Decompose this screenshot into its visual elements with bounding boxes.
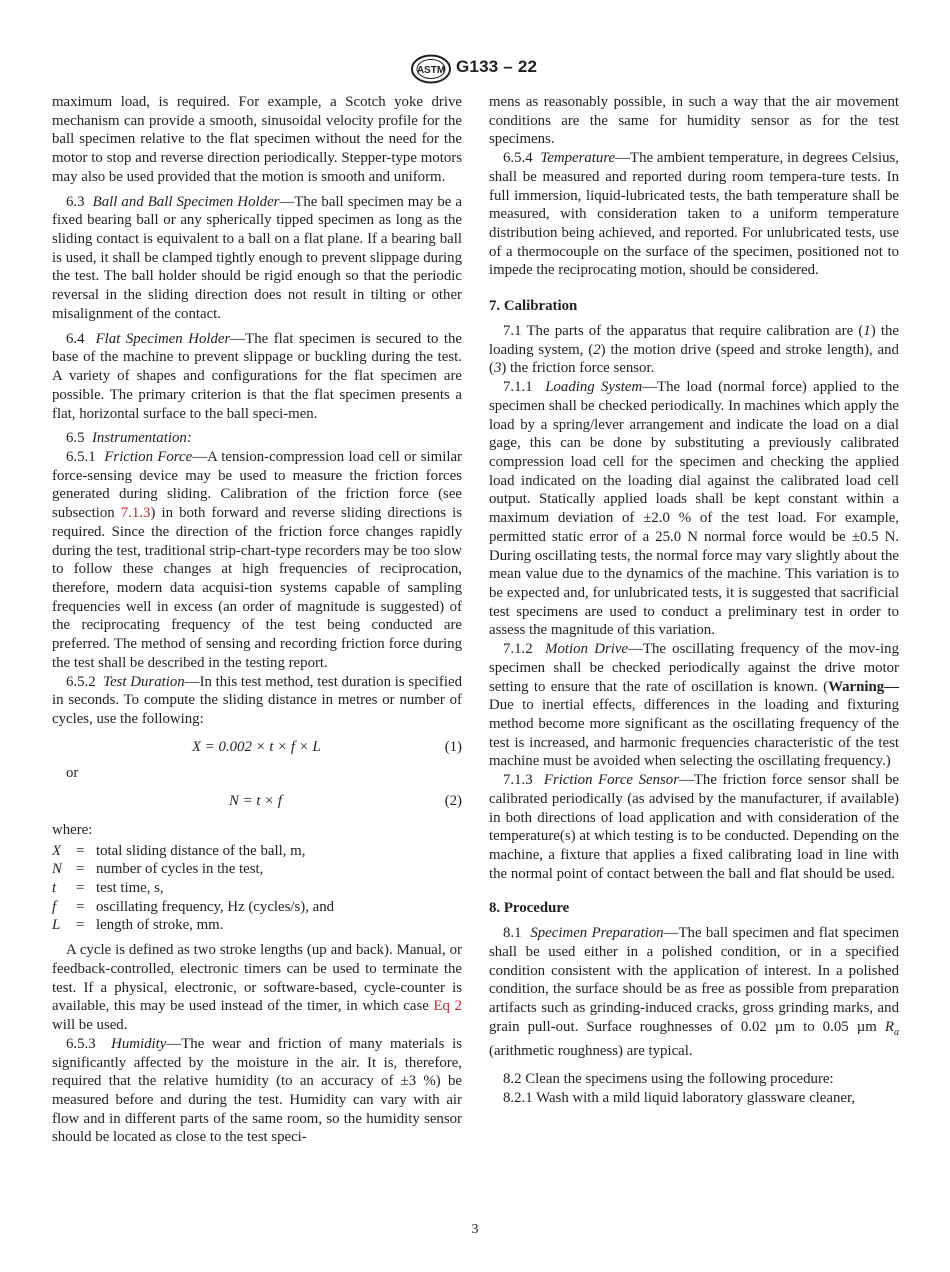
page-number: 3 xyxy=(471,1222,479,1237)
section-8-1: 8.1 Specimen Preparation—The ball specimen and flat specimen shall be used either in a polished condition, or in a specified condition consistent with the application of interest. In a polished condition, the surface should be as free as possible from preparation artifacts such as grinding-induced cracks, gross grinding marks, and grain pull-out. Surface roughnesses of 0.02 µm to 0.05 µm $R_a$ (arithmetic roughness) are typical. xyxy=(489,925,900,1060)
definition-row: t = test time, s, xyxy=(52,880,164,897)
section-6-3: 6.3 Ball and Ball Specimen Holder—The ball specimen may be a fixed bearing ball or any spherically tipped specimen as long as the sliding contact is equivalent to a ball on a flat plane. If a bearing ball is used, it shall be clamped tightly enough to prevent slippage during the test. The ball holder should be rigid enough so that the periodic reversal in the sliding direction does not result in tilting or other misalignment of the contact. xyxy=(52,193,463,322)
section-6-5-1: 6.5.1 Friction Force—A tension-compression load cell or similar force-sensing device may be used to measure the friction forces generated during sliding. Calibration of the friction force (see subsection 7.1.3) in both forward and reverse sliding directions is required. Since the direction of the friction force changes rapidly during the test, traditional strip-chart-type recorders may be too slow to follow these changes at high frequencies of reciprocation, therefore, modern data acquisi-tion systems capable of sampling frequencies well in excess (an order of magnitude is suggested) of the reciprocating frequency of the test being conducted are preferred. The method of sensing and recording friction force during the test shall be described in the testing report. xyxy=(52,448,462,671)
section-6-5: 6.5 Instrumentation: xyxy=(66,430,192,447)
section-7-1-2: 7.1.2 Motion Drive—The oscillating frequency of the mov-ing specimen shall be checked periodically against the drive motor setting to ensure that the rate of oscillation is known. (Warning—Due to inertial effects, differences in the loading and fixturing method become more significant as the oscillating frequency of the test is increased, and harmonic frequencies characteristic of the test machine must be avoided when selecting the oscillating frequency.) xyxy=(489,641,900,770)
section-6-4: 6.4 Flat Specimen Holder—The flat specimen is secured to the base of the machine to prevent slippage or buckling during the test. A variety of shapes and configurations for the flat specimen are possible. The primary criterion is that the flat specimen presents a flat, horizontal surface to the ball speci-men. xyxy=(52,330,463,422)
heading-procedure: 8. Procedure xyxy=(489,900,570,917)
left-column xyxy=(52,93,462,1147)
where-label: where: xyxy=(52,821,93,838)
section-6-5-2: 6.5.2 Test Duration—In this test method, test duration is specified in seconds. To compute the sliding distance in metres or number of cycles, use the following: xyxy=(52,673,462,727)
paragraph-continuation: mens as reasonably possible, in such a way that the air movement conditions are the same for humidity sensor as for the test specimens. xyxy=(489,94,899,148)
page-header xyxy=(0,54,950,84)
section-7-1: 7.1 The parts of the apparatus that require calibration are (1) the loading system, (2) the motion drive (speed and stroke length), and (3) the friction force sensor. xyxy=(489,322,899,377)
section-6-5-3: 6.5.3 Humidity—The wear and friction of many materials is significantly affected by the moisture in the air. It is, therefore, required that the relative humidity (to an accuracy of ±3 %) be measured before and during the test. Humidity can vary with air flow and in different parts of the same room, so the humidity sensor should be located as close to the test speci- xyxy=(52,1035,462,1146)
section-8-2-1: 8.2.1 Wash with a mild liquid laboratory glassware cleaner, xyxy=(503,1089,856,1106)
document-id: G133 – 22 xyxy=(456,57,538,76)
section-6-5-4: 6.5.4 Temperature—The ambient temperature, in degrees Celsius, shall be measured and reported during room tempera-ture tests. In full immersion, liquid-lubricated tests, the bath temperature shall be measured, with consideration taken to a uniform temperature distribution being achieved, and reported. For unlubricated tests, use of a thermocouple on the surface of the specimen, positioned not to impede the reciprocating motion, should be considered. xyxy=(489,150,899,279)
or-text: or xyxy=(66,765,79,782)
link-7-1-3[interactable]: 7.1.3 xyxy=(120,505,151,522)
section-7-1-1: 7.1.1 Loading System—The load (normal force) applied to the specimen shall be checked periodically. In machines which apply the load by a spring/lever arrangement and indicate the load on a dial gage, this can be done by substituting a previously calibrated compression load cell for the specimen and checking the applied load indicated on the loading dial against the calibrated load cell output. Statically applied loads shall be kept constant within a maximum deviation of ±2.0 % of the test load. For example, permitted static error of a 25.0 N normal force would be ±0.5 N. During oscillating tests, the normal force may vary slightly about the mean value due to the dynamics of the machine. This variation is to be expected and, for unlubricated tests, it is suggested that sacrificial test specimens are used to conduct a preliminary test in order to assess the magnitude of this variation. xyxy=(489,379,900,639)
paragraph-continuation: maximum load, is required. For example, a Scotch yoke drive mechanism can provide a smooth, sinusoidal velocity profile for the ball specimen relative to the flat specimen without the need for the motor to stop and reverse direction periodically. Stepper-type motors may also be used provided that the motion is smooth and uniform. xyxy=(52,94,462,185)
definition-row: L = length of stroke, mm. xyxy=(52,917,224,934)
equation-1: X = 0.002 × t × f × L (1) xyxy=(192,738,462,755)
section-8-2: 8.2 Clean the specimens using the following procedure: xyxy=(503,1071,834,1088)
svg-text:ASTM: ASTM xyxy=(416,65,446,76)
cycle-paragraph: A cycle is defined as two stroke lengths (up and back). Manual, or feedback-controlled, electronic timers can be used to terminate the test. If a physical, electronic, or software-based, cycle-counter is available, this may be used instead of the timer, in which case Eq 2 will be used. xyxy=(52,942,462,1034)
definition-row: X = total sliding distance of the ball, m, xyxy=(52,842,306,859)
heading-calibration: 7. Calibration xyxy=(489,298,578,315)
astm-logo-icon xyxy=(410,54,452,84)
variable-definitions xyxy=(52,842,462,936)
definition-row: f = oscillating frequency, Hz (cycles/s), and xyxy=(52,898,335,915)
equation-2: N = t × f (2) xyxy=(229,793,462,810)
link-eq-2[interactable]: Eq 2 xyxy=(433,998,462,1015)
definition-row: N = number of cycles in the test, xyxy=(52,861,264,878)
section-7-1-3: 7.1.3 Friction Force Sensor—The friction force sensor shall be calibrated periodically (as advised by the manufacturer, if available) in both directions of load application and with consideration of the temperature(s) at which testing is to be conducted. Depending on the machine, a fixture that applies a fixed calibrating load in line with the normal point of contact between the ball and flat should be used. xyxy=(489,772,900,882)
right-column xyxy=(489,93,899,1108)
